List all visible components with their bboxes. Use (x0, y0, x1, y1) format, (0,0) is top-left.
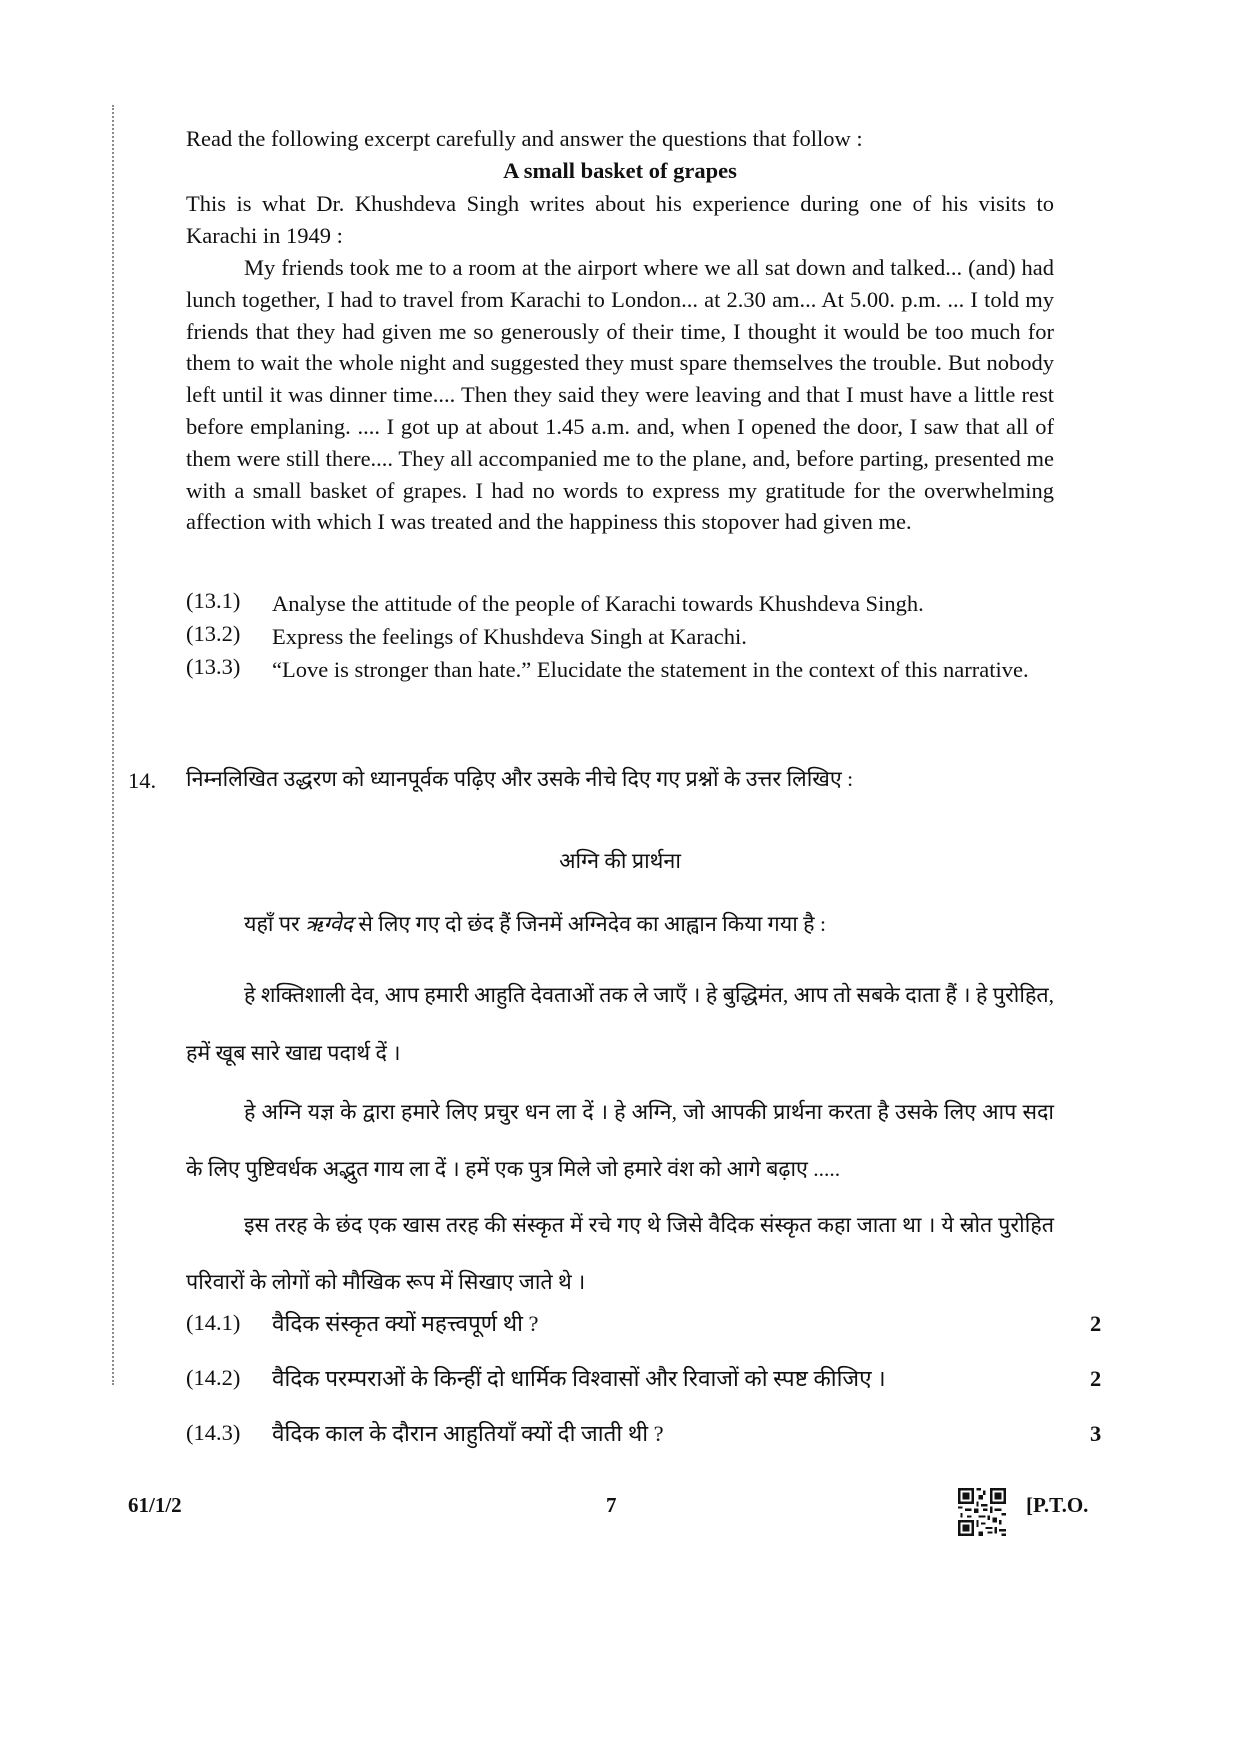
q14-instruction: निम्नलिखित उद्धरण को ध्यानपूर्वक पढ़िए और उसके नीचे दिए गए प्रश्नों के उत्तर लिखिए : (186, 767, 854, 791)
q14-para3 (186, 1197, 1054, 1311)
q14-para3-text: इस तरह के छंद एक खास तरह की संस्कृत में रचे गए थे जिसे वैदिक संस्कृत कहा जाता था । ये स्रोत पुरोहित परिवारों के लोगों को मौखिक रूप में सिखाए जाते थे । (186, 1213, 1054, 1294)
q14-2-marks: 2 (1090, 1366, 1102, 1391)
q14-3-number: (14.3) (186, 1420, 241, 1445)
q14-1-text: वैदिक संस्कृत क्यों महत्त्वपूर्ण थी ? (272, 1311, 539, 1336)
perforation-margin (112, 105, 114, 1385)
q14-2-text: वैदिक परम्पराओं के किन्हीं दो धार्मिक विश्वासों और रिवाजों को स्पष्ट कीजिए । (272, 1366, 886, 1391)
q13-passage-text: My friends took me to a room at the airport where we all sat down and talked... (and) had lunch together, I had to travel from Karachi to London... at 2.30 am... At 5.00. p.m. ... I told my friends that they had given me so generously of their time, I thought it would be too much for them to wait the whole night and suggested they must spare themselves the trouble. But nobody left until it was dinner time.... Then they said they were leaving and that I must have a little rest before emplaning. .... I got up at about 1.45 a.m. and, when I opened the door, I saw that all of them were still there.... They all accompanied me to the plane, and, before parting, presented me with a small basket of grapes. I had no words to express my gratitude for the overwhelming affection with which I was treated and the happiness this stopover had given me. (186, 255, 1054, 535)
q13-1-text: Analyse the attitude of the people of Karachi towards Khushdeva Singh. (272, 591, 924, 616)
page-number: 7 (606, 1493, 617, 1517)
q13-title: A small basket of grapes (503, 158, 737, 183)
paper-code: 61/1/2 (128, 1493, 182, 1517)
qr-code-icon (958, 1488, 1006, 1536)
q14-intro-before: यहाँ पर (244, 912, 306, 936)
q14-number: 14. (128, 768, 157, 793)
q14-para1-text: हे शक्तिशाली देव, आप हमारी आहुति देवताओं तक ले जाएँ । हे बुद्धिमंत, आप तो सबके दाता हैं । हे पुरोहित, हमें खूब सारे खाद्य पदार्थ दें । (186, 983, 1054, 1065)
q14-3-text: वैदिक काल के दौरान आहुतियाँ क्यों दी जाती थी ? (272, 1421, 664, 1446)
q13-2-text: Express the feelings of Khushdeva Singh at Karachi. (272, 624, 747, 649)
q14-3-marks: 3 (1090, 1421, 1102, 1446)
q13-1-number: (13.1) (186, 588, 241, 613)
pto-label: [P.T.O. (1026, 1493, 1089, 1517)
q14-intro-rigveda: ऋग्वेद (305, 912, 353, 936)
q14-intro (244, 910, 826, 938)
q14-para2-text: हे अग्नि यज्ञ के द्वारा हमारे लिए प्रचुर धन ला दें । हे अग्नि, जो आपकी प्रार्थना करता है उसके लिए आप सदा के लिए पुष्टिवर्धक अद्भुत गाय ला दें । हमें एक पुत्र मिले जो हमारे वंश को आगे बढ़ाए ..... (186, 1100, 1054, 1181)
q13-3-number: (13.3) (186, 654, 241, 679)
q14-para1 (186, 966, 1054, 1082)
q13-intro (186, 188, 1054, 252)
q14-intro-after: से लिए गए दो छंद हैं जिनमें अग्निदेव का आह्वान किया गया है : (352, 912, 826, 936)
q13-intro-text: This is what Dr. Khushdeva Singh writes about his experience during one of his visits to Karachi in 1949 : (186, 191, 1054, 248)
q14-title: अग्नि की प्रार्थना (559, 849, 681, 873)
q13-3-text: “Love is stronger than hate.” Elucidate the statement in the context of this narrative. (272, 657, 1029, 682)
q14-1-marks: 2 (1090, 1311, 1102, 1336)
q14-para2 (186, 1084, 1054, 1198)
q14-1-number: (14.1) (186, 1310, 241, 1335)
q14-2-number: (14.2) (186, 1365, 241, 1390)
q13-passage (186, 252, 1054, 538)
q13-2-number: (13.2) (186, 621, 241, 646)
q13-instruction: Read the following excerpt carefully and answer the questions that follow : (186, 126, 863, 151)
